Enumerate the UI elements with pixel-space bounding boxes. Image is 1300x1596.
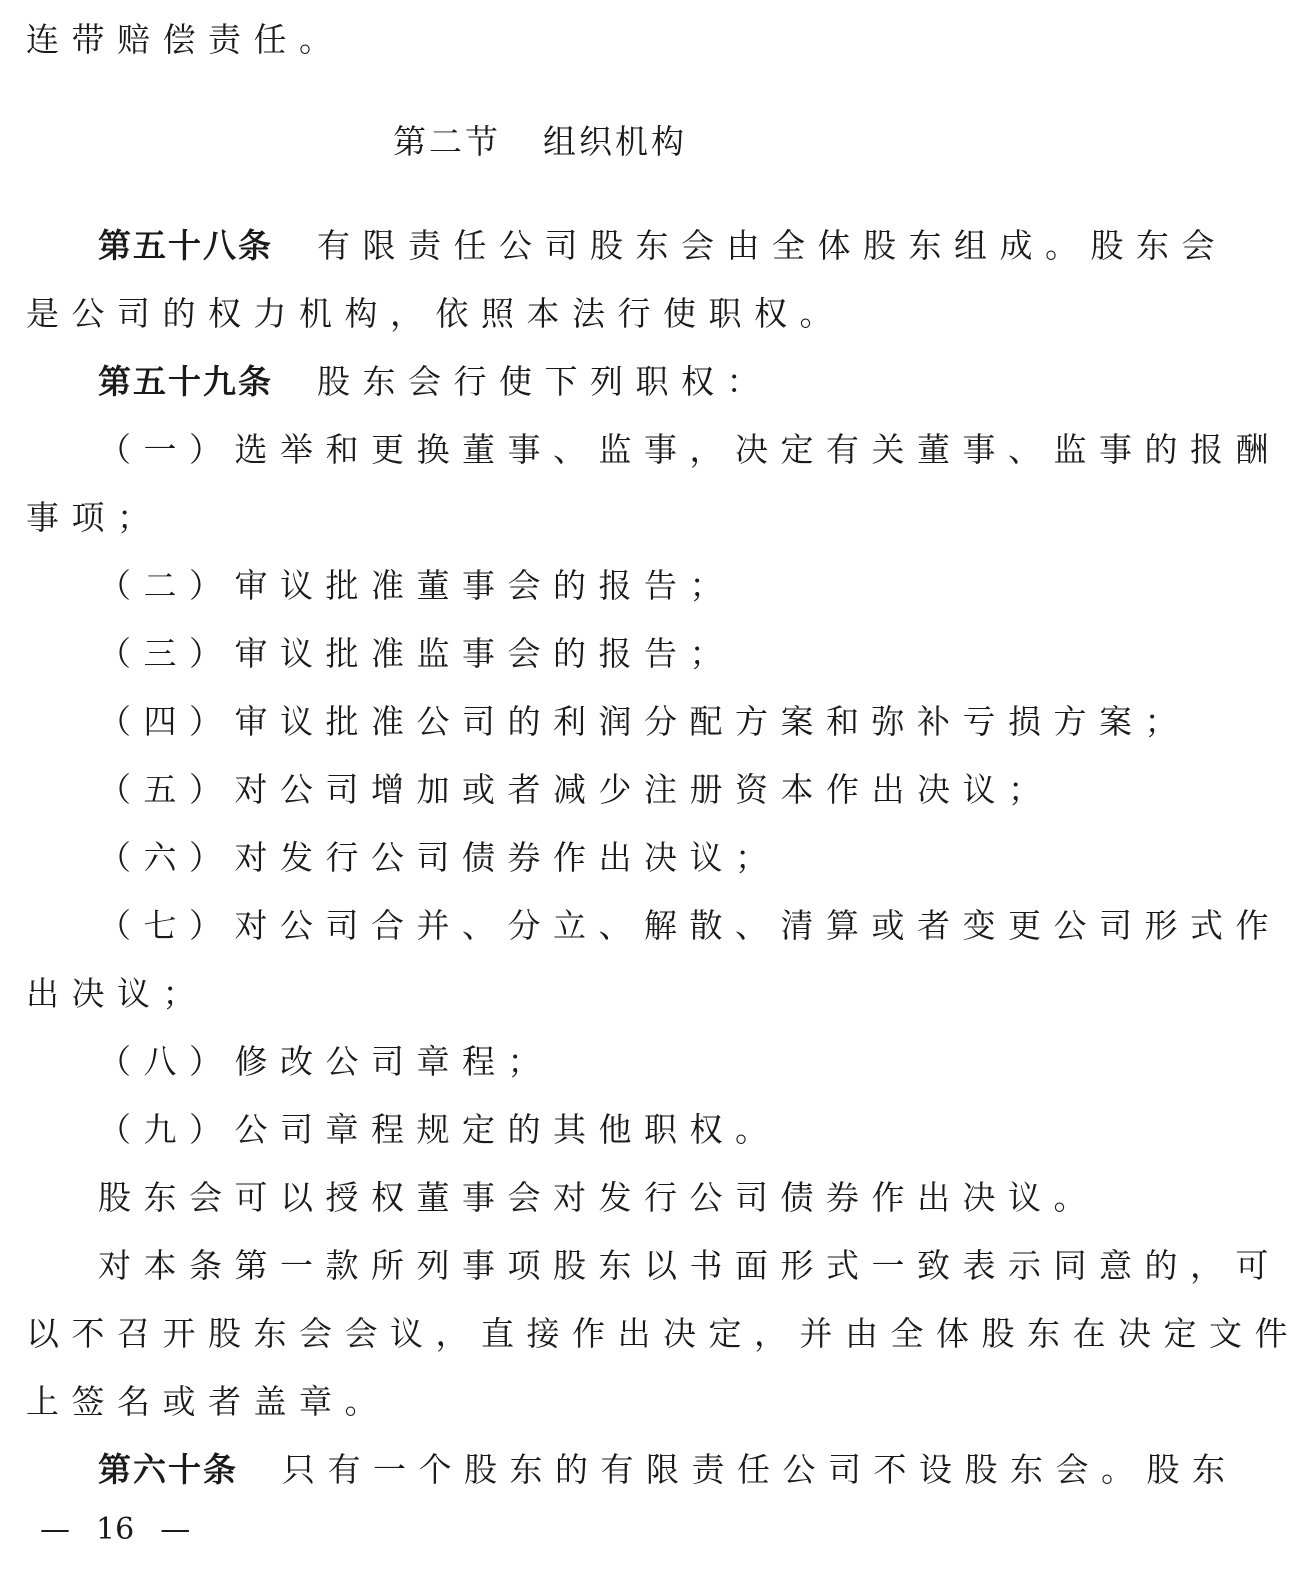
article-59-label: 第五十九条 xyxy=(98,362,273,401)
paragraph-line: 股东会可以授权董事会对发行公司债券作出决议。 xyxy=(98,1178,1099,1217)
page-footer xyxy=(40,1510,190,1550)
list-item-continuation: 事项； xyxy=(26,498,163,537)
section-heading xyxy=(0,122,1080,162)
list-item: （一）选举和更换董事、监事，决定有关董事、监事的报酬 xyxy=(98,430,1281,469)
paragraph-line: 以不召开股东会会议，直接作出决定，并由全体股东在决定文件 xyxy=(26,1314,1300,1353)
page-number: 16 xyxy=(96,1512,135,1547)
paragraph-line: 上签名或者盖章。 xyxy=(26,1382,390,1421)
list-item: （七）对公司合并、分立、解散、清算或者变更公司形式作 xyxy=(98,906,1281,945)
paragraph-line: 对本条第一款所列事项股东以书面形式一致表示同意的，可 xyxy=(98,1246,1281,1285)
list-item: （九）公司章程规定的其他职权。 xyxy=(98,1110,781,1149)
article-60-first-line xyxy=(98,1450,1238,1490)
article-59-text: 股东会行使下列职权： xyxy=(317,362,772,401)
section-label: 第二节 xyxy=(393,122,501,161)
text-line: 是公司的权力机构，依照本法行使职权。 xyxy=(26,294,845,333)
article-59-first-line xyxy=(98,362,1056,402)
list-item: （六）对发行公司债券作出决议； xyxy=(98,838,781,877)
article-58-text: 有限责任公司股东会由全体股东组成。股东会 xyxy=(317,226,1227,265)
article-58-label: 第五十八条 xyxy=(98,226,273,265)
list-item-continuation: 出决议； xyxy=(26,974,208,1013)
list-item: （三）审议批准监事会的报告； xyxy=(98,634,735,673)
article-60-text: 只有一个股东的有限责任公司不设股东会。股东 xyxy=(282,1450,1238,1489)
list-item: （五）对公司增加或者减少注册资本作出决议； xyxy=(98,770,1054,809)
list-item: （八）修改公司章程； xyxy=(98,1042,553,1081)
article-58-first-line xyxy=(98,226,1227,266)
article-60-label: 第六十条 xyxy=(98,1450,238,1489)
footer-dash-left: — xyxy=(40,1512,70,1547)
footer-dash-right: — xyxy=(160,1512,191,1547)
text-line: 连带赔偿责任。 xyxy=(26,20,345,59)
list-item: （二）审议批准董事会的报告； xyxy=(98,566,735,605)
section-title: 组织机构 xyxy=(543,122,687,161)
list-item: （四）审议批准公司的利润分配方案和弥补亏损方案； xyxy=(98,702,1190,741)
